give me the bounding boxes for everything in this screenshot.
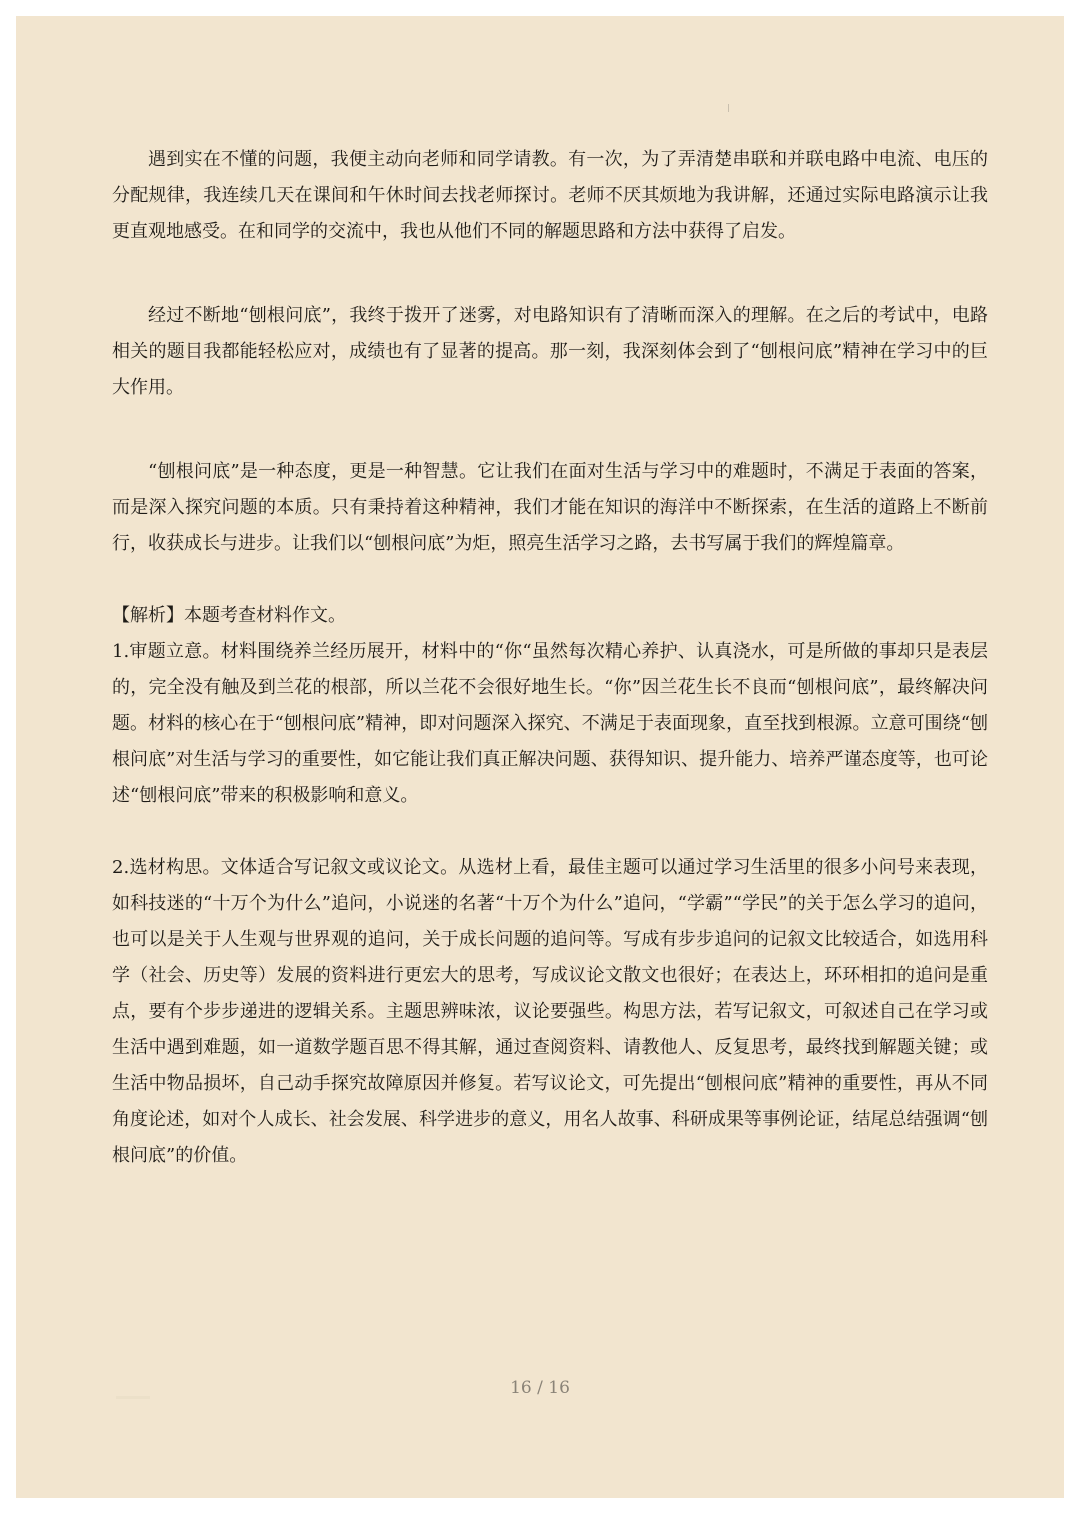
- body-paragraph: 遇到实在不懂的问题，我便主动向老师和同学请教。有一次，为了弄清楚串联和并联电路中电流、电压的分配规律，我连续几天在课间和午休时间去找老师探讨。老师不厌其烦地为我讲解，还通过实际电路演示让我更直观地感受。在和同学的交流中，我也从他们不同的解题思路和方法中获得了启发。: [112, 149, 988, 242]
- body-paragraph: 经过不断地“刨根问底”，我终于拨开了迷雾，对电路知识有了清晰而深入的理解。在之后的考试中，电路相关的题目我都能轻松应对，成绩也有了显著的提高。那一刻，我深刻体会到了“刨根问底”精神在学习中的巨大作用。: [112, 305, 988, 398]
- document-page: [16, 16, 1064, 1498]
- document-body: [112, 142, 988, 1174]
- analysis-label: 【解析】本题考查材料作文。: [112, 605, 346, 626]
- page-number: 16 / 16: [510, 1378, 570, 1398]
- scan-smudge: [116, 1396, 150, 1399]
- scan-mark: [728, 104, 729, 112]
- body-paragraph: “刨根问底”是一种态度，更是一种智慧。它让我们在面对生活与学习中的难题时，不满足于表面的答案，而是深入探究问题的本质。只有秉持着这种精神，我们才能在知识的海洋中不断探索，在生活的道路上不断前行，收获成长与进步。让我们以“刨根问底”为炬，照亮生活学习之路，去书写属于我们的辉煌篇章。: [112, 461, 988, 554]
- analysis-item: 1.审题立意。材料围绕养兰经历展开，材料中的“你“虽然每次精心养护、认真浇水，可是所做的事却只是表层的，完全没有触及到兰花的根部，所以兰花不会很好地生长。“你”因兰花生长不良而“刨根问底”，最终解决问题。材料的核心在于“刨根问底”精神，即对问题深入探究、不满足于表面现象，直至找到根源。立意可围绕“刨根问底”对生活与学习的重要性，如它能让我们真正解决问题、获得知识、提升能力、培养严谨态度等，也可论述“刨根问底”带来的积极影响和意义。: [112, 641, 988, 806]
- analysis-item: 2.选材构思。文体适合写记叙文或议论文。从选材上看，最佳主题可以通过学习生活里的很多小问号来表现，如科技迷的“十万个为什么”追问，小说迷的名著“十万个为什么”追问，“学霸”“学民”的关于怎么学习的追问，也可以是关于人生观与世界观的追问，关于成长问题的追问等。写成有步步追问的记叙文比较适合，如选用科学（社会、历史等）发展的资料进行更宏大的思考，写成议论文散文也很好；在表达上，环环相扣的追问是重点，要有个步步递进的逻辑关系。主题思辨味浓，议论要强些。构思方法，若写记叙文，可叙述自己在学习或生活中遇到难题，如一道数学题百思不得其解，通过查阅资料、请教他人、反复思考，最终找到解题关键；或生活中物品损坏，自己动手探究故障原因并修复。若写议论文，可先提出“刨根问底”精神的重要性，再从不同角度论述，如对个人成长、社会发展、科学进步的意义，用名人故事、科研成果等事例论证，结尾总结强调“刨根问底”的价值。: [112, 857, 988, 1166]
